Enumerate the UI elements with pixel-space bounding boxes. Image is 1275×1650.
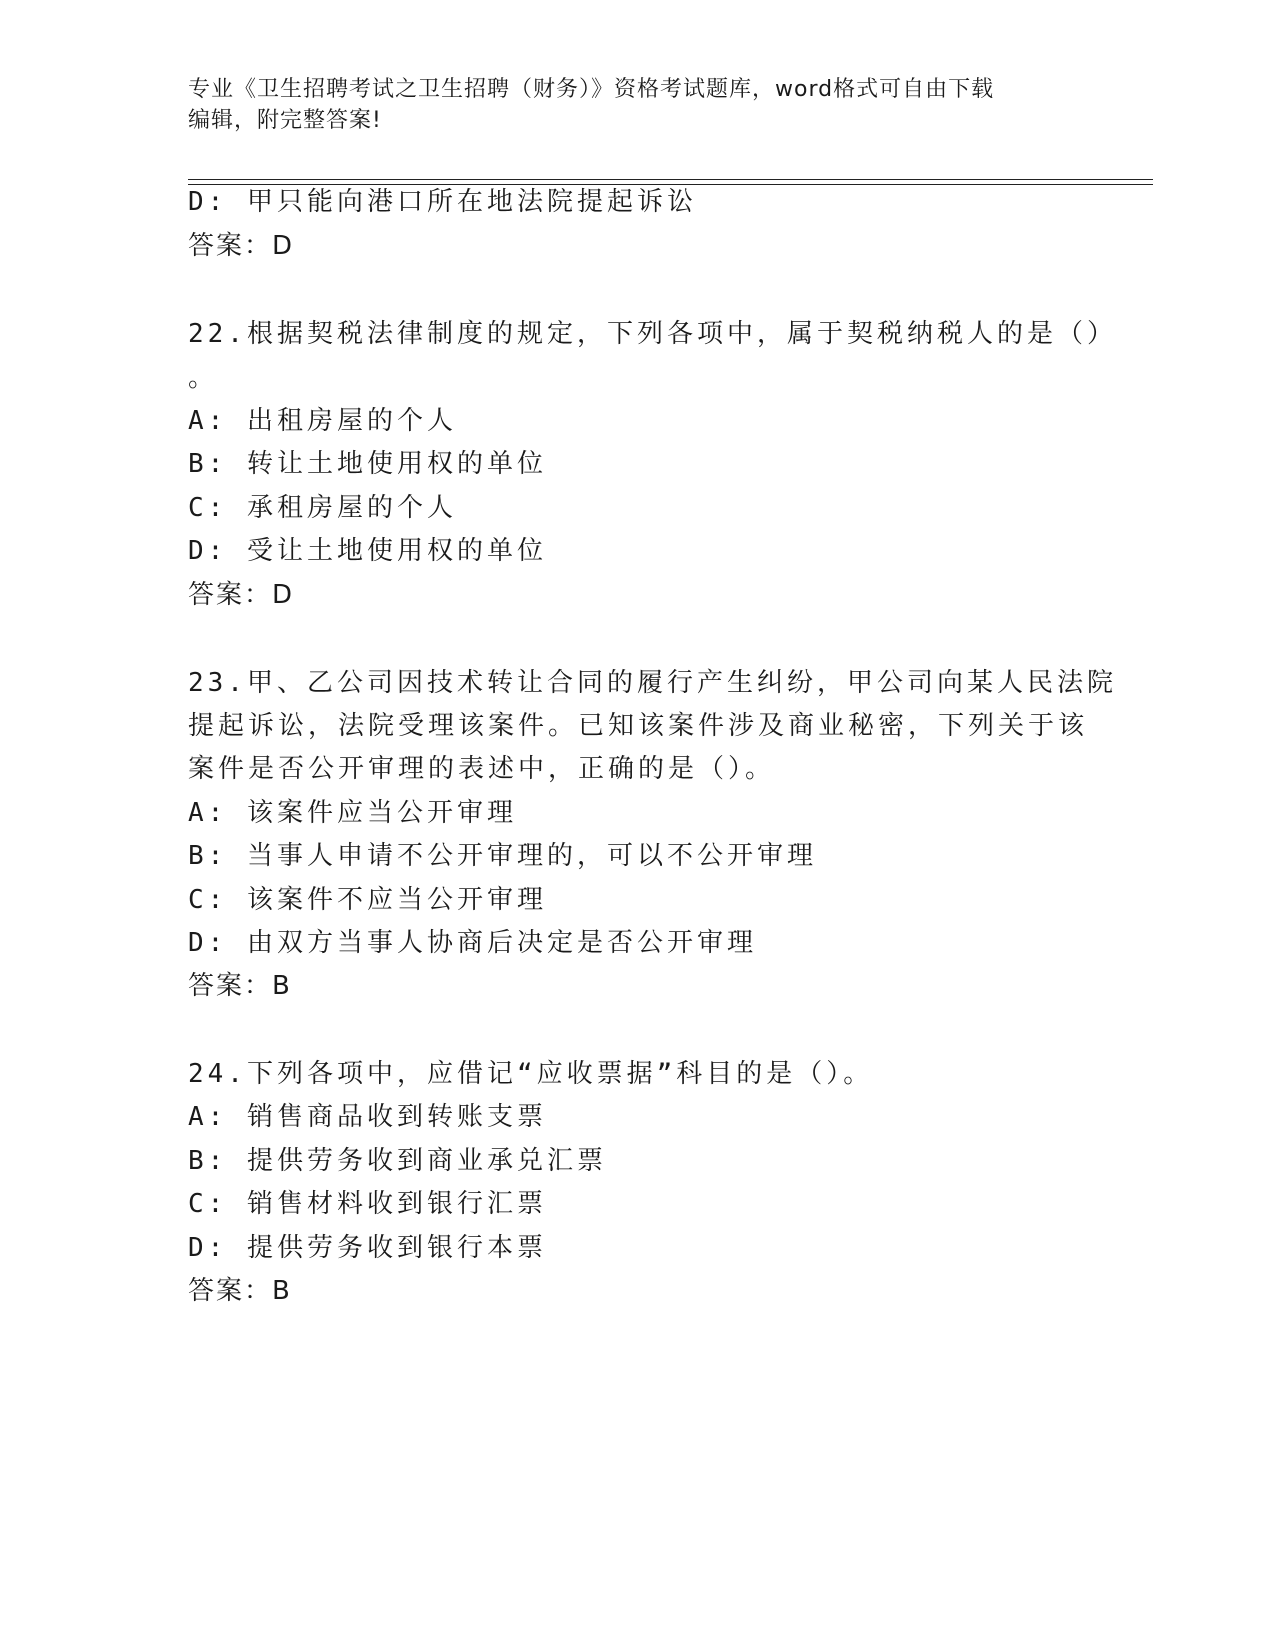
q24-stem-line-1: 24.下列各项中，应借记“应收票据”科目的是（）。 (188, 1059, 874, 1089)
prev-option-d: D: 甲只能向港口所在地法院提起诉讼 (188, 187, 697, 217)
header-divider-top (188, 179, 1153, 180)
q23-option-d: D: 由双方当事人协商后决定是否公开审理 (188, 928, 757, 958)
q22-answer: 答案：D (188, 580, 295, 610)
prev-answer: 答案：D (188, 231, 295, 261)
q23-stem-line-3: 案件是否公开审理的表述中，正确的是（）。 (188, 754, 776, 784)
q24-option-c: C: 销售材料收到银行汇票 (188, 1189, 547, 1219)
document-header (188, 74, 1088, 136)
q22-option-d: D: 受让土地使用权的单位 (188, 536, 547, 566)
q24-option-b: B: 提供劳务收到商业承兑汇票 (188, 1146, 607, 1176)
q22-stem-line-1: 22.根据契税法律制度的规定，下列各项中，属于契税纳税人的是（） (188, 319, 1117, 349)
header-line-1: 专业《卫生招聘考试之卫生招聘（财务）》资格考试题库，word格式可自由下载 (188, 77, 995, 102)
q23-answer: 答案：B (188, 971, 292, 1001)
q24-option-a: A: 销售商品收到转账支票 (188, 1102, 547, 1132)
q23-stem-line-2: 提起诉讼，法院受理该案件。已知该案件涉及商业秘密，下列关于该 (188, 711, 1089, 741)
q22-option-c: C: 承租房屋的个人 (188, 493, 457, 523)
q24-answer: 答案：B (188, 1276, 292, 1306)
q23-stem-line-1: 23.甲、乙公司因技术转让合同的履行产生纠纷，甲公司向某人民法院 (188, 668, 1117, 698)
q22-stem-line-2: 。 (188, 363, 219, 393)
q23-option-a: A: 该案件应当公开审理 (188, 798, 517, 828)
header-line-2: 编辑，附完整答案! (188, 108, 382, 133)
q22-option-b: B: 转让土地使用权的单位 (188, 449, 547, 479)
q23-option-c: C: 该案件不应当公开审理 (188, 885, 547, 915)
header-divider-bottom (188, 184, 1153, 185)
q22-option-a: A: 出租房屋的个人 (188, 406, 457, 436)
q24-option-d: D: 提供劳务收到银行本票 (188, 1233, 547, 1263)
q23-option-b: B: 当事人申请不公开审理的，可以不公开审理 (188, 841, 817, 871)
